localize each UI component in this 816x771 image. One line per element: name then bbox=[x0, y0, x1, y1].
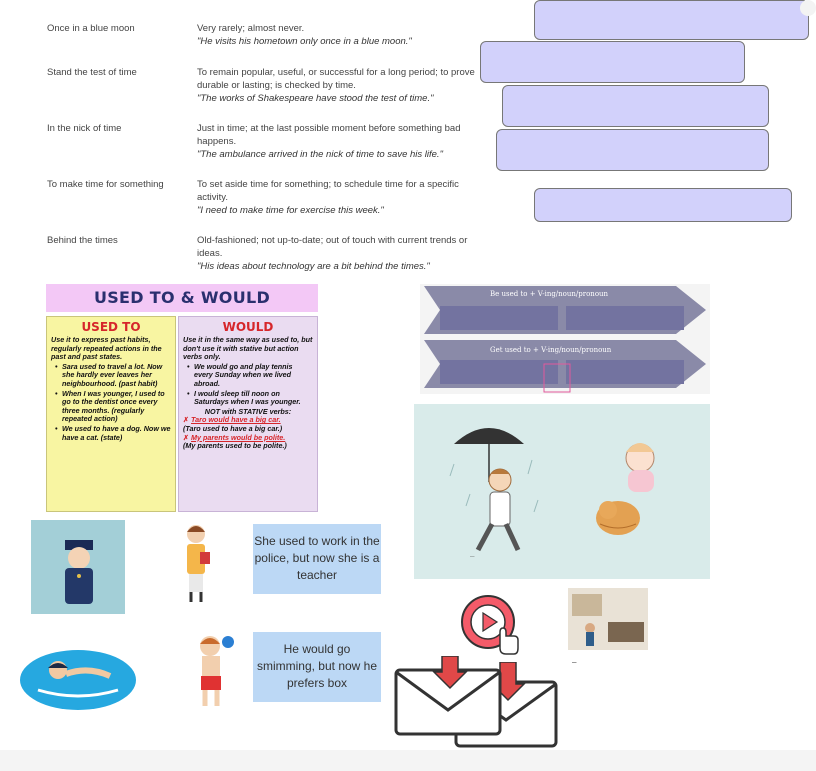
boxer-image bbox=[186, 630, 236, 710]
be-used-to-title: Be used to + V-ing/noun/pronoun bbox=[490, 290, 609, 298]
definition-text: To remain popular, useful, or successful for a long period; to prove durable or lasting; is checked by time. bbox=[197, 67, 475, 91]
x-mark-icon: ✗ bbox=[183, 432, 190, 442]
list-item: • We used to have a dog. Now we have a cat. (state) bbox=[57, 425, 171, 442]
idiom-definition bbox=[197, 66, 477, 105]
example-text: "His ideas about technology are a bit behind the times." bbox=[197, 261, 430, 272]
idiom-term: Behind the times bbox=[47, 235, 118, 246]
illustration-caption: — bbox=[470, 554, 475, 559]
example-text: "I need to make time for exercise this week." bbox=[197, 205, 384, 216]
idiom-row bbox=[47, 22, 477, 52]
stative-label: NOT with STATIVE verbs: bbox=[204, 406, 292, 416]
list-item: • When I was younger, I used to go to the dentist once every three months. (regularly repeated action) bbox=[57, 390, 171, 424]
answer-box-1[interactable] bbox=[534, 0, 809, 40]
idiom-definition bbox=[197, 122, 472, 161]
list-item: • Sara used to travel a lot. Now she hardly ever leaves her neighbourhood. (past habit) bbox=[57, 363, 171, 389]
would-column bbox=[178, 316, 318, 512]
definition-text: Old-fashioned; not up-to-date; out of touch with current trends or ideas. bbox=[197, 235, 468, 259]
definition-text: To set aside time for something; to schedule time for a specific activity. bbox=[197, 179, 459, 203]
definition-text: Very rarely; almost never. bbox=[197, 23, 305, 34]
characters-illustration bbox=[414, 404, 710, 579]
police-officer-image bbox=[31, 520, 125, 614]
would-heading: WOULD bbox=[222, 320, 274, 334]
swimmer-image bbox=[18, 640, 136, 712]
list-item: • I would sleep till noon on Saturdays when I was younger. bbox=[189, 390, 313, 407]
note-card-2: He would go smimming, but now he prefers box bbox=[253, 632, 381, 702]
idiom-row bbox=[47, 178, 477, 220]
used-to-heading: USED TO bbox=[81, 320, 141, 334]
used-to-column bbox=[46, 316, 176, 512]
would-intro: Use it in the same way as used to, but don't use it with stative but action verbs only. bbox=[183, 335, 313, 362]
note-card-1: She used to work in the police, but now she is a teacher bbox=[253, 524, 381, 594]
right-example: (Taro used to have a big car.) bbox=[183, 423, 283, 433]
be-used-to-diagram bbox=[420, 284, 710, 394]
answer-box-4[interactable] bbox=[496, 129, 769, 171]
example-text: "He visits his hometown only once in a blue moon." bbox=[197, 36, 412, 47]
used-to-would-card bbox=[46, 284, 318, 514]
used-to-intro: Use it to express past habits, regularly repeated actions in the past and past states. bbox=[51, 335, 162, 362]
get-used-to-title: Get used to + V-ing/noun/pronoun bbox=[490, 346, 612, 354]
idiom-definition bbox=[197, 22, 472, 48]
play-button-icon[interactable] bbox=[460, 594, 520, 656]
arrow-banners bbox=[420, 284, 710, 394]
idiom-row bbox=[47, 234, 477, 276]
wrong-text: My parents would be polite. bbox=[191, 432, 286, 442]
idiom-definition bbox=[197, 178, 472, 217]
definition-text: Just in time; at the last possible moment before something bad happens. bbox=[197, 123, 461, 147]
answer-box-5[interactable] bbox=[534, 188, 792, 222]
card-title: USED TO & WOULD bbox=[46, 284, 318, 312]
example-text: "The works of Shakespeare have stood the test of time." bbox=[197, 93, 434, 104]
illustration-panel bbox=[414, 404, 710, 579]
answer-box-2[interactable] bbox=[480, 41, 745, 83]
idiom-row bbox=[47, 122, 477, 164]
right-example: (My parents used to be polite.) bbox=[183, 441, 287, 451]
download-mail-icon[interactable] bbox=[393, 656, 503, 736]
idiom-row bbox=[47, 66, 477, 108]
list-item: • We would go and play tennis every Sunday when we lived abroad. bbox=[189, 363, 313, 389]
video-filename: — bbox=[572, 660, 577, 665]
idiom-term: In the nick of time bbox=[47, 123, 122, 134]
idiom-term: Stand the test of time bbox=[47, 67, 137, 78]
bottom-bar bbox=[0, 750, 816, 771]
x-mark-icon: ✗ bbox=[183, 415, 190, 425]
video-thumbnail[interactable] bbox=[568, 588, 648, 650]
wrong-text: Taro would have a big car. bbox=[191, 415, 281, 425]
teacher-image bbox=[176, 520, 216, 605]
video-meta bbox=[572, 660, 662, 666]
idiom-term: Once in a blue moon bbox=[47, 23, 135, 34]
idiom-definition bbox=[197, 234, 472, 273]
idiom-term: To make time for something bbox=[47, 179, 164, 190]
corner-control[interactable] bbox=[800, 0, 816, 16]
answer-box-3[interactable] bbox=[502, 85, 769, 127]
example-text: "The ambulance arrived in the nick of time to save his life." bbox=[197, 149, 443, 160]
